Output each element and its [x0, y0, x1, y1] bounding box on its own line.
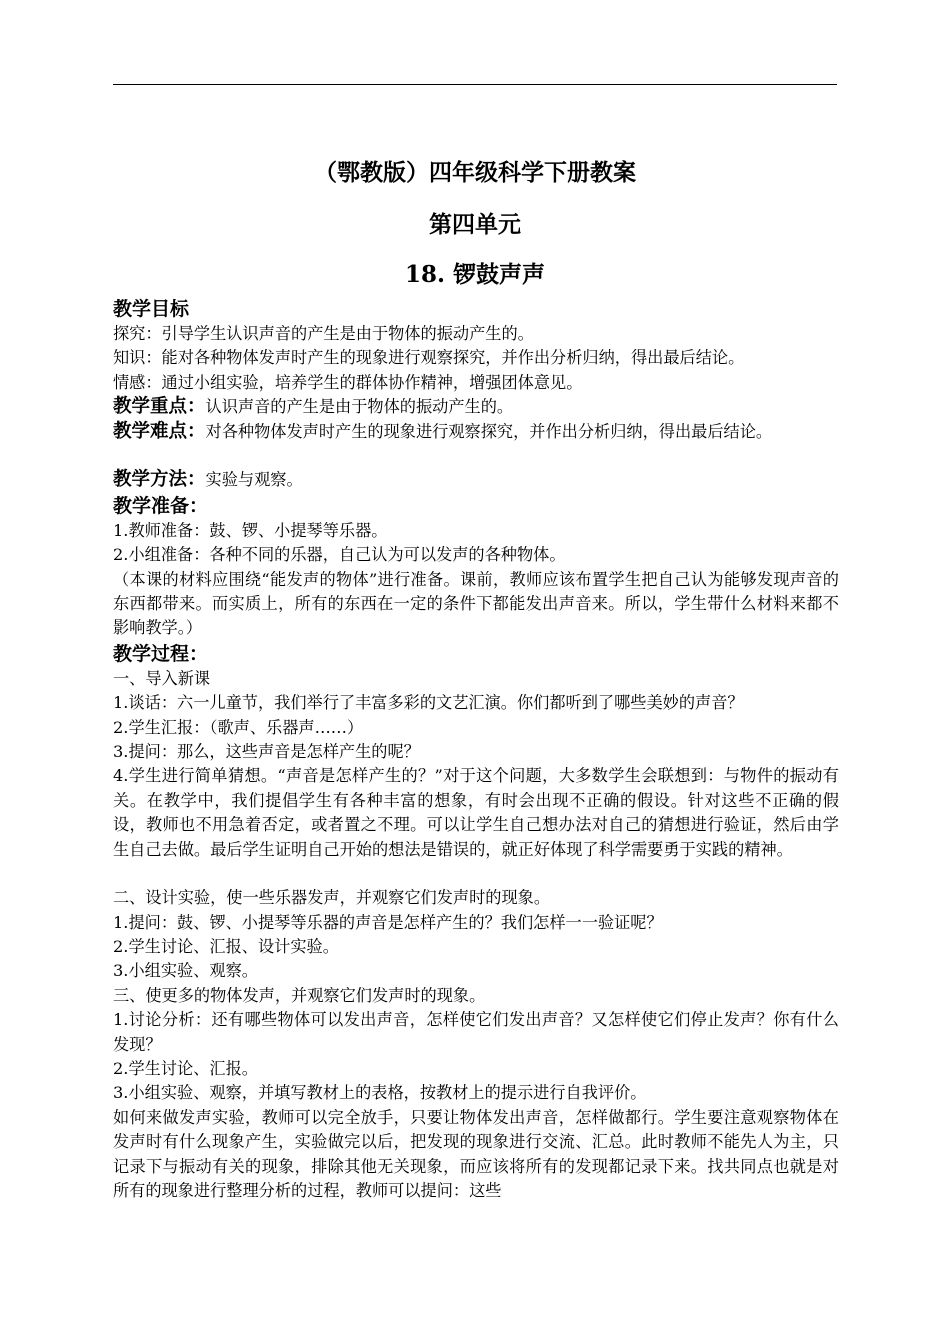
key-point-text: 认识声音的产生是由于物体的振动产生的。 [205, 397, 514, 417]
document-body [113, 296, 839, 1203]
objectives-heading: 教学目标 [113, 298, 190, 320]
process-item: 3.小组实验、观察。 [113, 961, 258, 981]
header-rule [113, 84, 837, 85]
process-item-paragraph: 1.讨论分析：还有哪些物体可以发出声音，怎样使它们发出声音？又怎样使它们停止发声？你有什么发现？ [113, 1010, 839, 1054]
key-point-label: 教学重点： [113, 396, 206, 418]
method-text: 实验与观察。 [205, 470, 303, 490]
method-label: 教学方法： [113, 469, 206, 491]
preparation-heading: 教学准备： [113, 494, 209, 517]
key-point-line [113, 395, 839, 419]
difficulty-label: 教学难点： [113, 420, 206, 442]
process-item: 2.学生汇报：（歌声、乐器声……） [113, 717, 364, 737]
preparation-note: （本课的材料应围绕“能发声的物体”进行准备。课前，教师应该布置学生把自己认为能够发现声音的东西都带来。而实质上，所有的东西在一定的条件下都能发出声音来。所以，学生带什么材料来都不影响教学。） [113, 569, 839, 638]
process-item: 3.提问：那么，这些声音是怎样产生的呢？ [113, 741, 420, 761]
objective-item: 探究：引导学生认识声音的产生是由于物体的振动产生的。 [113, 324, 534, 343]
process-item: 2.学生讨论、汇报。 [113, 1059, 258, 1079]
difficulty-text: 对各种物体发声时产生的现象进行观察探究，并作出分析归纳，得出最后结论。 [205, 421, 773, 441]
document-title: （鄂教版）四年级科学下册教案 [314, 159, 636, 186]
process-item: 1.谈话：六一儿童节，我们举行了丰富多彩的文艺汇演。你们都听到了哪些美妙的声音？ [113, 693, 744, 713]
method-line [113, 468, 839, 492]
preparation-item: 2.小组准备：各种不同的乐器，自己认为可以发声的各种物体。 [113, 545, 566, 565]
section-title: 二、设计实验，使一些乐器发声，并观察它们发声时的现象。 [113, 888, 551, 908]
preparation-item: 1.教师准备：鼓、锣、小提琴等乐器。 [113, 520, 388, 540]
section-title: 三、使更多的物体发声，并观察它们发声时的现象。 [113, 985, 486, 1005]
objective-item: 知识：能对各种物体发声时产生的现象进行观察探究，并作出分析归纳，得出最后结论。 [113, 348, 745, 368]
difficulty-line [113, 420, 839, 469]
objective-item: 情感：通过小组实验，培养学生的群体协作精神，增强团体意见。 [113, 372, 583, 392]
section-title: 一、导入新课 [113, 668, 211, 688]
process-item: 3.小组实验、观察，并填写教材上的表格，按教材上的提示进行自我评价。 [113, 1083, 647, 1103]
process-item-paragraph: 4.学生进行简单猜想。“声音是怎样产生的？”对于这个问题，大多数学生会联想到：与物件的振动有关。在教学中，我们提倡学生有各种丰富的想象，有时会出现不正确的假设。针对这些不正确的假设，教师也不用急着否定，或者置之不理。可以让学生自己想办法对自己的猜想进行验证，然后由学生自己去做。最后学生证明自己开始的想法是错误的，就正好体现了科学需要勇于实践的精神。 [113, 766, 839, 859]
unit-title: 第四单元 [429, 211, 521, 238]
process-heading: 教学过程： [113, 642, 209, 665]
body-paragraph: 如何来做发声实验，教师可以完全放手，只要让物体发出声音，怎样做都行。学生要注意观察物体在发声时有什么现象产生，实验做完以后，把发现的现象进行交流、汇总。此时教师不能先人为主，只记录下与振动有关的现象，排除其他无关现象，而应该将所有的发现都记录下来。找共同点也就是对所有的现象进行整理分析的过程，教师可以提问：这些 [113, 1107, 839, 1201]
process-item: 2.学生讨论、汇报、设计实验。 [113, 937, 339, 957]
process-item: 1.提问：鼓、锣、小提琴等乐器的声音是怎样产生的？我们怎样一一验证呢？ [113, 912, 663, 932]
lesson-title: 18. 锣鼓声声 [404, 261, 546, 288]
